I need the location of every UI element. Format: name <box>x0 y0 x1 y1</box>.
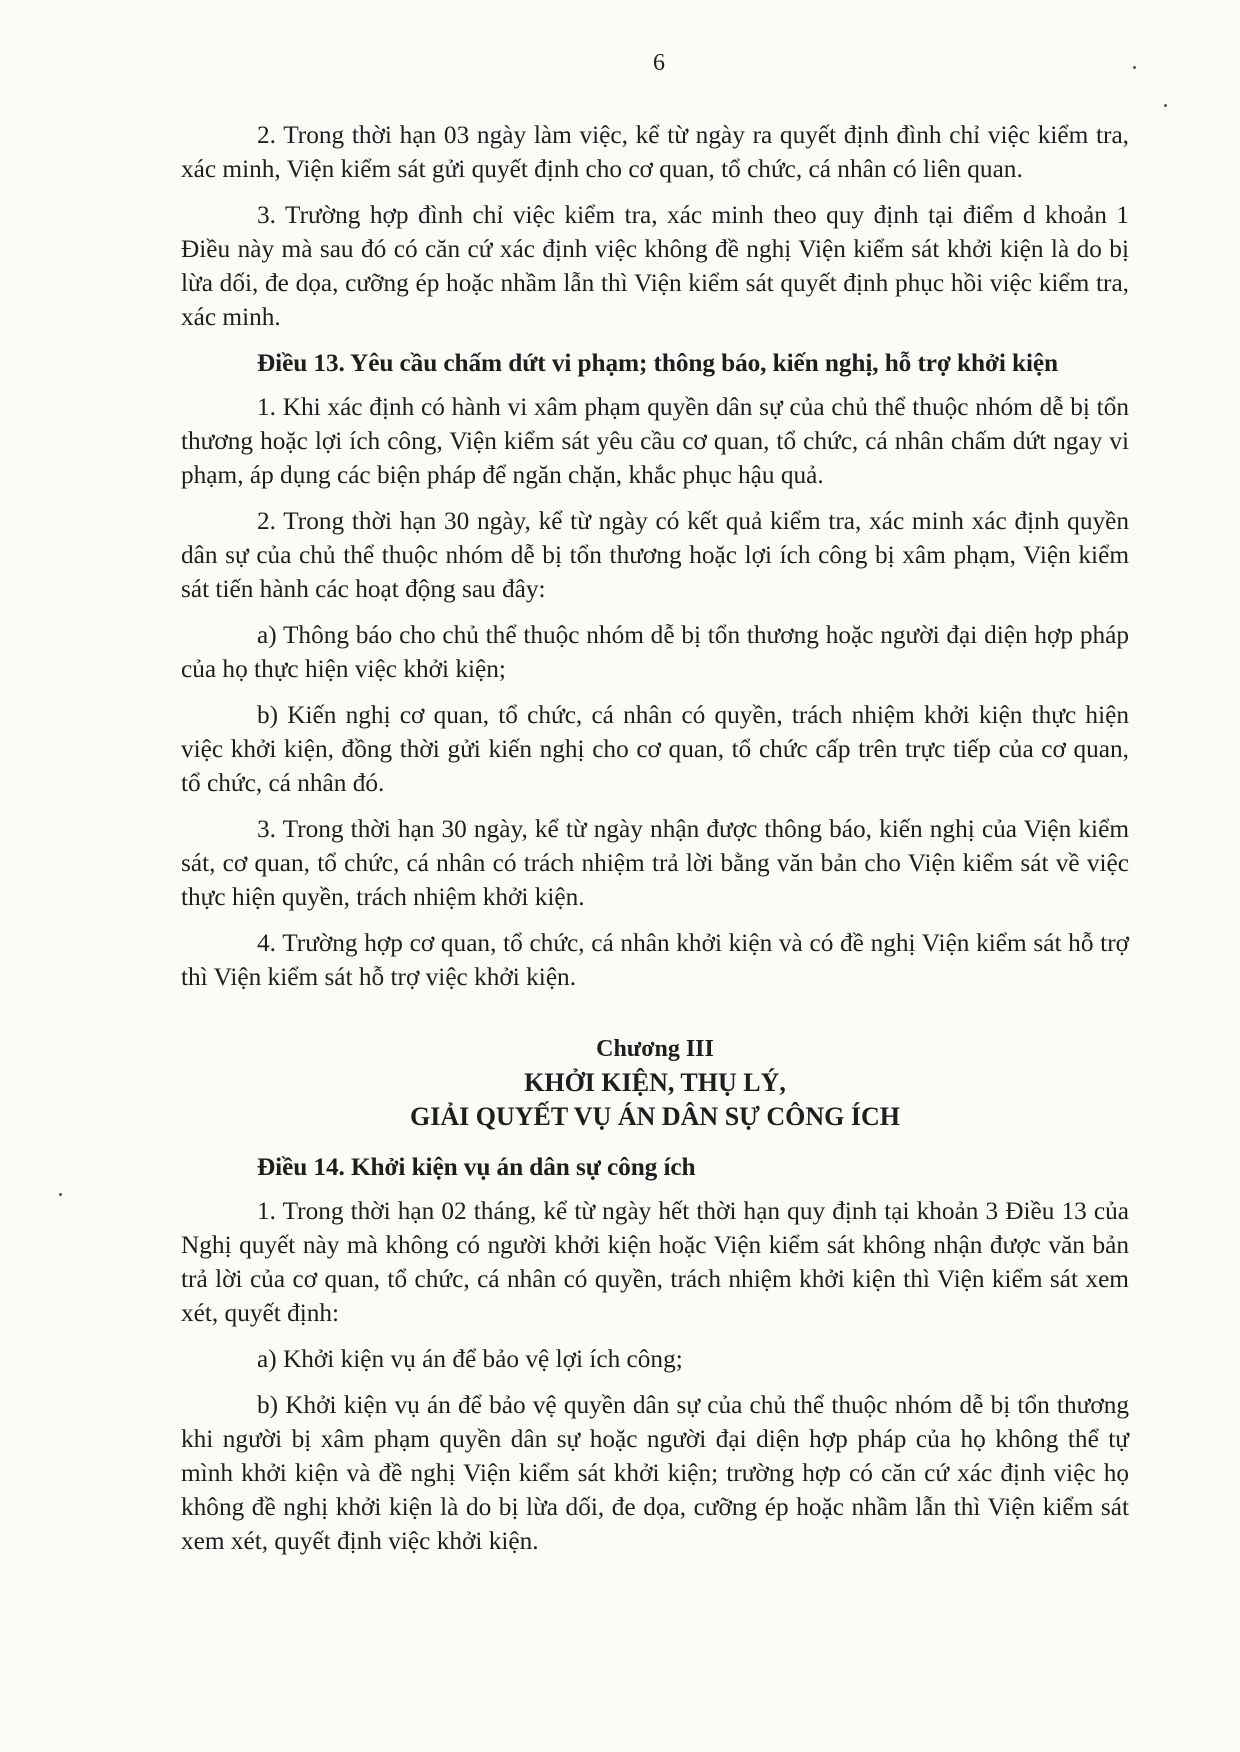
article-12-clause-2: 2. Trong thời hạn 03 ngày làm việc, kể từ ngày ra quyết định đình chỉ việc kiểm tra, xác minh, Viện kiểm sát gửi quyết định cho cơ quan, tổ chức, cá nhân có liên quan. <box>181 121 1129 183</box>
article-13-clause-3: 3. Trong thời hạn 30 ngày, kể từ ngày nhận được thông báo, kiến nghị của Viện kiểm sát, cơ quan, tổ chức, cá nhân có trách nhiệm trả lời bằng văn bản cho Viện kiểm sát về việc thực hiện quyền, trách nhiệm khởi kiện. <box>181 815 1129 911</box>
article-13-clause-1: 1. Khi xác định có hành vi xâm phạm quyền dân sự của chủ thể thuộc nhóm dễ bị tổn thương hoặc lợi ích công, Viện kiểm sát yêu cầu cơ quan, tổ chức, cá nhân chấm dứt ngay vi phạm, áp dụng các biện pháp để ngăn chặn, khắc phục hậu quả. <box>181 393 1129 489</box>
article-13-clause-4: 4. Trường hợp cơ quan, tổ chức, cá nhân khởi kiện và có đề nghị Viện kiểm sát hỗ trợ thì Viện kiểm sát hỗ trợ việc khởi kiện. <box>181 929 1129 991</box>
article-13-heading: Điều 13. Yêu cầu chấm dứt vi phạm; thông báo, kiến nghị, hỗ trợ khởi kiện <box>257 349 1059 377</box>
scan-speck <box>1133 66 1136 69</box>
article-14-clause-1: 1. Trong thời hạn 02 tháng, kể từ ngày hết thời hạn quy định tại khoản 3 Điều 13 của Nghị quyết này mà không có người khởi kiện hoặc Viện kiểm sát không nhận được văn bản trả lời của cơ quan, tổ chức, cá nhân có quyền, trách nhiệm khởi kiện thì Viện kiểm sát xem xét, quyết định: <box>181 1197 1129 1327</box>
article-13-point-a: a) Thông báo cho chủ thể thuộc nhóm dễ bị tổn thương hoặc người đại diện hợp pháp của họ thực hiện việc khởi kiện; <box>181 621 1129 683</box>
article-13-point-b: b) Kiến nghị cơ quan, tổ chức, cá nhân có quyền, trách nhiệm khởi kiện thực hiện việc khởi kiện, đồng thời gửi kiến nghị cho cơ quan, tổ chức cấp trên trực tiếp của cơ quan, tổ chức, cá nhân đó. <box>181 701 1129 797</box>
article-14-point-b: b) Khởi kiện vụ án để bảo vệ quyền dân sự của chủ thể thuộc nhóm dễ bị tổn thương khi người bị xâm phạm quyền dân sự hoặc người đại diện hợp pháp của họ không thể tự mình khởi kiện và đề nghị Viện kiểm sát khởi kiện; trường hợp có căn cứ xác định việc họ không đề nghị khởi kiện là do bị lừa dối, đe dọa, cưỡng ép hoặc nhầm lẫn thì Viện kiểm sát xem xét, quyết định việc khởi kiện. <box>181 1391 1129 1555</box>
chapter-title-line-1: KHỞI KIỆN, THỤ LÝ, <box>524 1068 786 1097</box>
chapter-title-line-2: GIẢI QUYẾT VỤ ÁN DÂN SỰ CÔNG ÍCH <box>410 1102 900 1131</box>
chapter-label: Chương III <box>596 1036 714 1062</box>
article-14-point-a: a) Khởi kiện vụ án để bảo vệ lợi ích công; <box>257 1345 683 1373</box>
chapter-heading <box>181 1032 1129 1134</box>
scan-speck <box>59 1193 62 1196</box>
page-number: 6 <box>653 50 665 76</box>
article-14-heading: Điều 14. Khởi kiện vụ án dân sự công ích <box>257 1153 696 1181</box>
scan-speck <box>1164 104 1167 107</box>
article-12-clause-3: 3. Trường hợp đình chỉ việc kiểm tra, xác minh theo quy định tại điểm d khoản 1 Điều này mà sau đó có căn cứ xác định việc không đề nghị Viện kiểm sát khởi kiện là do bị lừa dối, đe dọa, cưỡng ép hoặc nhầm lẫn thì Viện kiểm sát quyết định phục hồi việc kiểm tra, xác minh. <box>181 201 1129 331</box>
document-body <box>181 118 1129 1570</box>
article-13-clause-2: 2. Trong thời hạn 30 ngày, kể từ ngày có kết quả kiểm tra, xác minh xác định quyền dân sự của chủ thể thuộc nhóm dễ bị tổn thương hoặc lợi ích công bị xâm phạm, Viện kiểm sát tiến hành các hoạt động sau đây: <box>181 507 1129 603</box>
